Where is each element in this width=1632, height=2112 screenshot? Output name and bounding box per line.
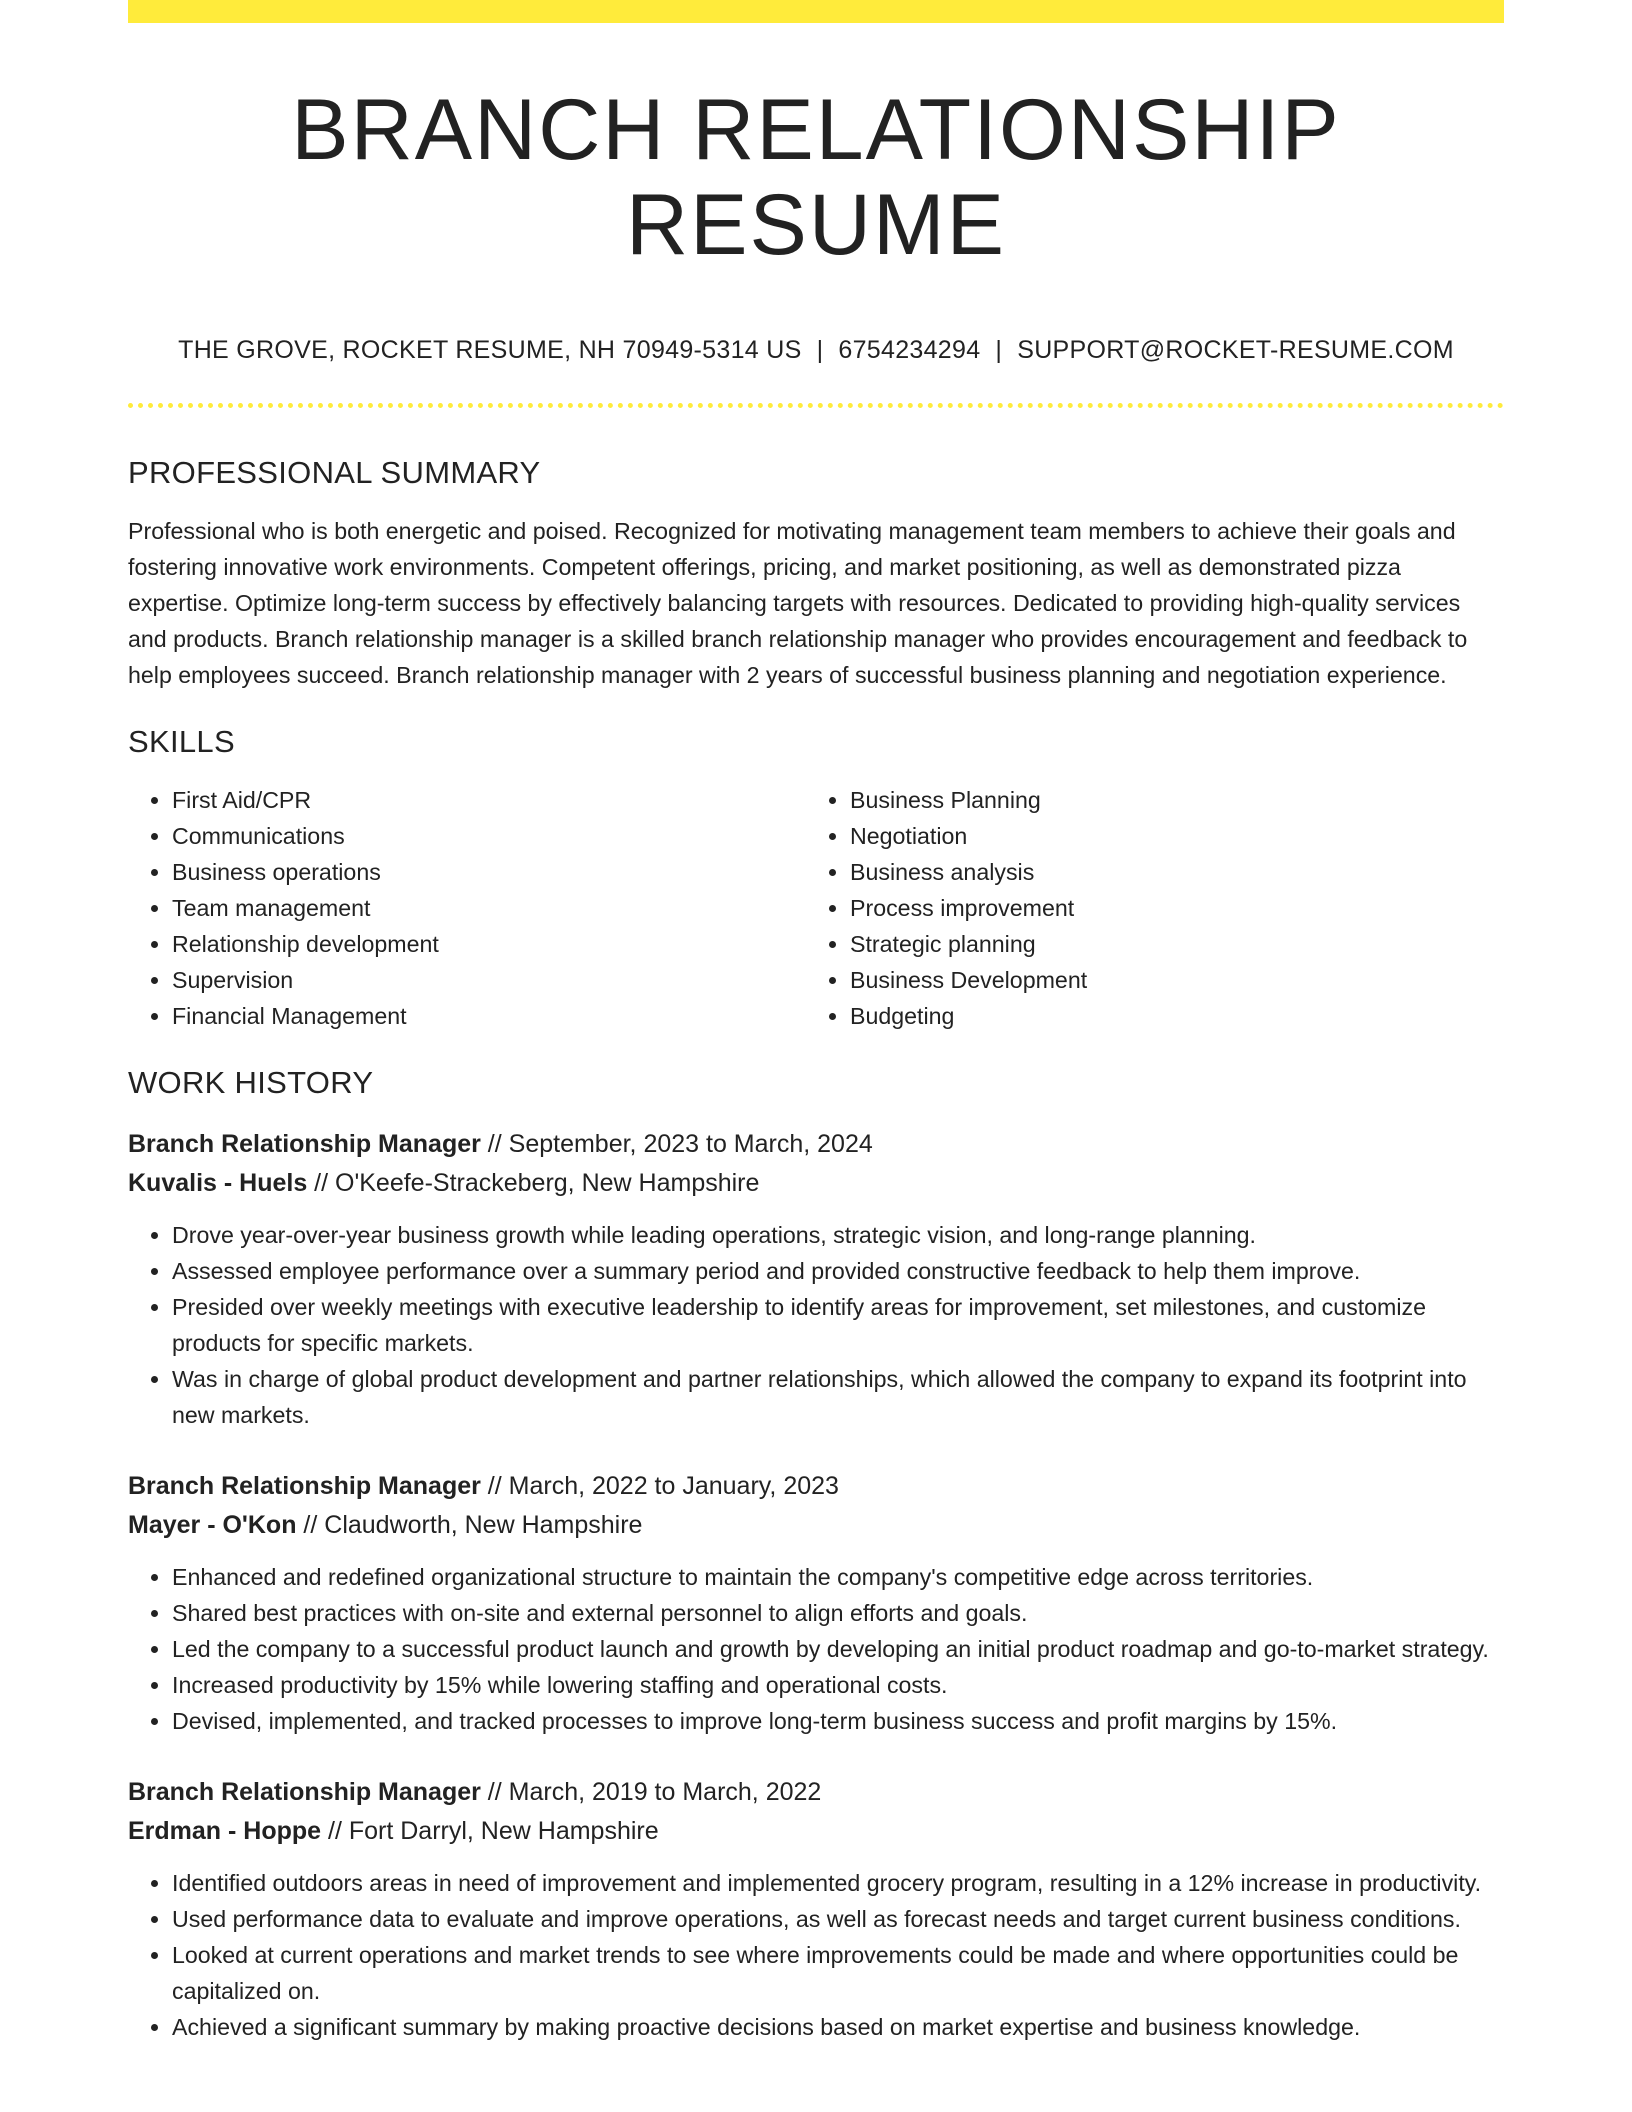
skill-item: • Strategic planning [850, 926, 1484, 962]
job-entry [128, 1125, 1504, 1433]
contact-address: THE GROVE, ROCKET RESUME, NH 70949-5314 US [178, 336, 802, 365]
job-dates: // September, 2023 to March, 2024 [480, 1130, 873, 1159]
job-bullet: • Was in charge of global product development and partner relationships, which allowed the company to expand its footprint into new markets. [172, 1361, 1504, 1433]
skill-item: • Communications [172, 818, 806, 854]
job-company-line [128, 1812, 1504, 1851]
skill-item: • Team management [172, 890, 806, 926]
skill-item: • Business Development [850, 962, 1484, 998]
job-entry [128, 1773, 1504, 2045]
job-title: Branch Relationship Manager [128, 1130, 481, 1159]
job-dates: // March, 2019 to March, 2022 [480, 1778, 822, 1807]
job-bullets [128, 1559, 1504, 1739]
skill-item: • Business analysis [850, 854, 1484, 890]
top-accent-bar [128, 0, 1504, 23]
job-company: Kuvalis - Huels [128, 1169, 308, 1198]
skill-item: • Budgeting [850, 998, 1484, 1034]
dotted-divider [128, 403, 1504, 408]
skills-list-left [128, 782, 806, 1034]
skill-item: • Supervision [172, 962, 806, 998]
job-company-line [128, 1164, 1504, 1203]
job-bullet: • Identified outdoors areas in need of improvement and implemented grocery program, resulting in a 12% increase in productivity. [172, 1865, 1504, 1901]
skill-item: • First Aid/CPR [172, 782, 806, 818]
contact-separator: | [816, 336, 824, 365]
job-bullet: • Achieved a significant summary by making proactive decisions based on market expertise and business knowledge. [172, 2009, 1504, 2045]
work-history-heading: WORK HISTORY [128, 1065, 374, 1101]
job-bullets [128, 1865, 1504, 2045]
contact-line [128, 334, 1504, 367]
job-company-line [128, 1506, 1504, 1545]
resume-title: BRANCH RELATIONSHIP RESUME [291, 82, 1341, 273]
job-bullet: • Devised, implemented, and tracked processes to improve long-term business success and profit margins by 15%. [172, 1703, 1504, 1739]
job-location: // O'Keefe-Strackeberg, New Hampshire [307, 1169, 760, 1198]
job-bullet: • Used performance data to evaluate and improve operations, as well as forecast needs and target current business conditions. [172, 1901, 1504, 1937]
job-bullet: • Increased productivity by 15% while lowering staffing and operational costs. [172, 1667, 1504, 1703]
job-company: Mayer - O'Kon [128, 1511, 297, 1540]
job-title-line [128, 1773, 1504, 1812]
job-dates: // March, 2022 to January, 2023 [480, 1472, 839, 1501]
summary-text: Professional who is both energetic and poised. Recognized for motivating management team members to achieve their goals and fostering innovative work environments. Competent offerings, pricing, and market positioning, as well as demonstrated pizza expertise. Optimize long-term success by effectively balancing targets with resources. Dedicated to providing high-quality services and products. Branch relationship manager is a skilled branch relationship manager who provides encouragement and feedback to help employees succeed. Branch relationship manager with 2 years of successful business planning and negotiation experience. [128, 517, 1468, 688]
job-bullet: • Shared best practices with on-site and external personnel to align efforts and goals. [172, 1595, 1504, 1631]
job-bullet: • Presided over weekly meetings with executive leadership to identify areas for improvement, set milestones, and customize products for specific markets. [172, 1289, 1504, 1361]
skills-list-right [806, 782, 1484, 1034]
skills-heading: SKILLS [128, 723, 235, 759]
job-title-line [128, 1467, 1504, 1506]
job-bullet: • Led the company to a successful product launch and growth by developing an initial product roadmap and go-to-market strategy. [172, 1631, 1504, 1667]
job-location: // Claudworth, New Hampshire [296, 1511, 643, 1540]
resume-page [128, 0, 1504, 2045]
job-title-line [128, 1125, 1504, 1164]
skill-item: • Business operations [172, 854, 806, 890]
contact-phone: 6754234294 [838, 336, 981, 365]
skills-columns [128, 782, 1504, 1034]
skill-item: • Relationship development [172, 926, 806, 962]
job-bullet: • Drove year-over-year business growth while leading operations, strategic vision, and long-range planning. [172, 1217, 1504, 1253]
job-company: Erdman - Hoppe [128, 1817, 322, 1846]
contact-separator: | [995, 336, 1003, 365]
job-bullet: • Assessed employee performance over a summary period and provided constructive feedback to help them improve. [172, 1253, 1504, 1289]
skill-item: • Business Planning [850, 782, 1484, 818]
summary-heading: PROFESSIONAL SUMMARY [128, 454, 541, 490]
job-bullet: • Looked at current operations and market trends to see where improvements could be made and where opportunities could be capitalized on. [172, 1937, 1504, 2009]
job-bullet: • Enhanced and redefined organizational structure to maintain the company's competitive edge across territories. [172, 1559, 1504, 1595]
job-title: Branch Relationship Manager [128, 1778, 481, 1807]
job-bullets [128, 1217, 1504, 1433]
job-entry [128, 1467, 1504, 1739]
skill-item: • Financial Management [172, 998, 806, 1034]
job-location: // Fort Darryl, New Hampshire [321, 1817, 659, 1846]
skill-item: • Negotiation [850, 818, 1484, 854]
job-title: Branch Relationship Manager [128, 1472, 481, 1501]
skill-item: • Process improvement [850, 890, 1484, 926]
contact-email: SUPPORT@ROCKET-RESUME.COM [1017, 336, 1454, 365]
